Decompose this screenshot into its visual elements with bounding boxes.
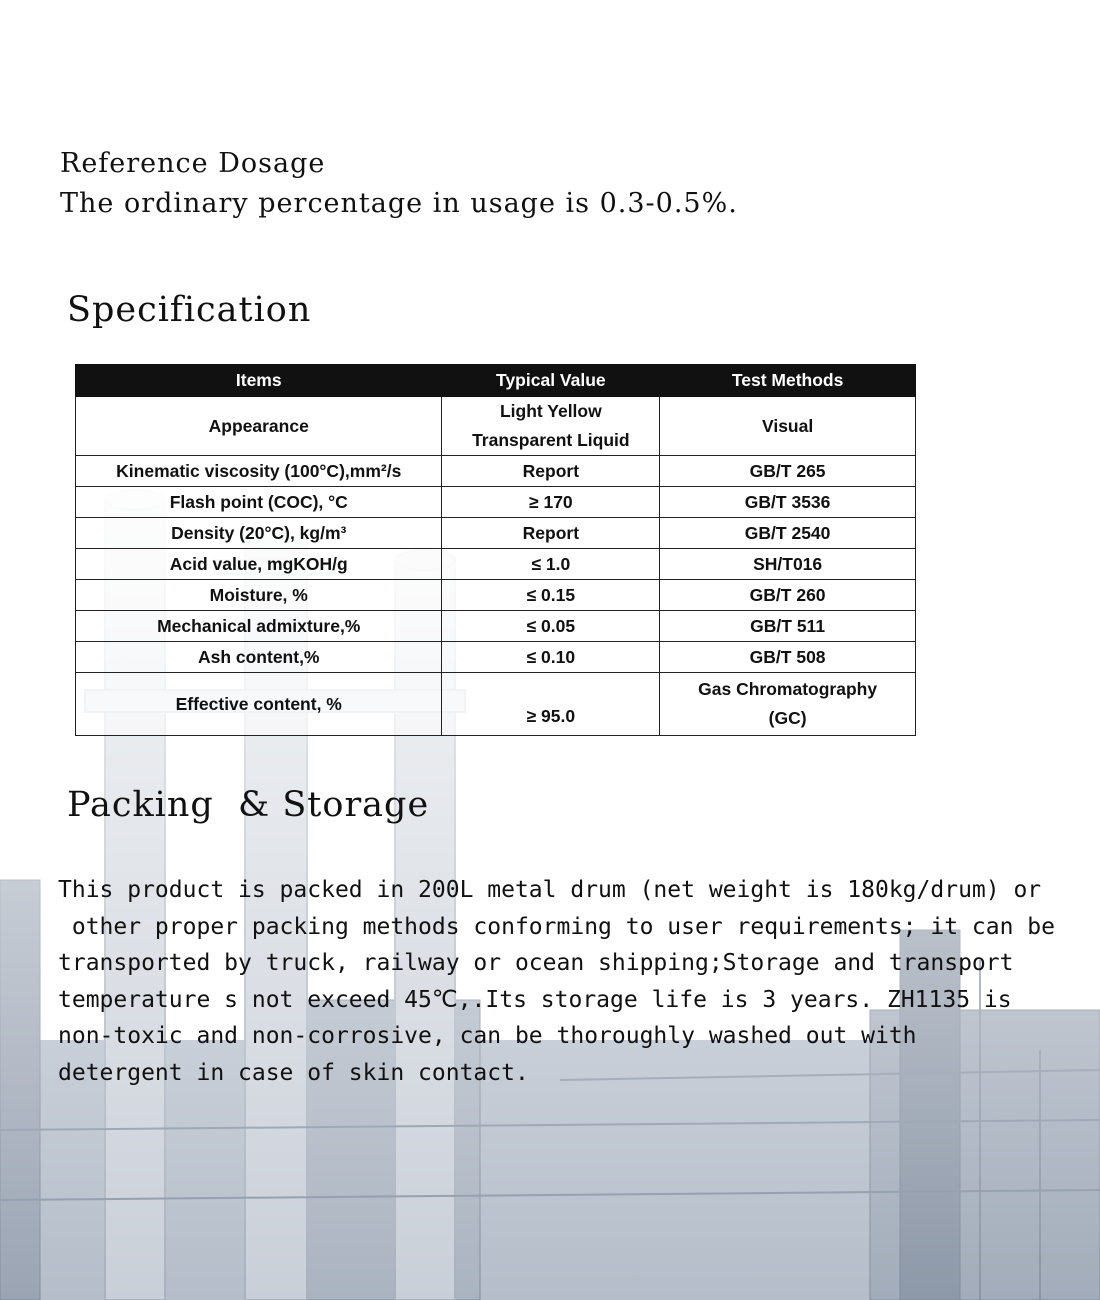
row-value: Report (442, 518, 660, 549)
packing-text-line: detergent in case of skin contact. (58, 1059, 529, 1086)
row-item: Mechanical admixture,% (76, 611, 442, 642)
header-typical-value: Typical Value (442, 365, 660, 397)
table-row (76, 487, 916, 518)
row-method: GB/T 508 (660, 642, 916, 673)
table-row (76, 580, 916, 611)
row-method-line: Gas Chromatography (698, 679, 878, 699)
row-value-line: Transparent Liquid (472, 430, 630, 450)
row-value: Report (442, 456, 660, 487)
row-method: GB/T 3536 (660, 487, 916, 518)
row-method: GB/T 265 (660, 456, 916, 487)
specification-title: Specification (67, 290, 312, 330)
row-item: Ash content,% (76, 642, 442, 673)
table-row (76, 518, 916, 549)
row-value: ≤ 1.0 (442, 549, 660, 580)
row-value: ≤ 0.10 (442, 642, 660, 673)
row-method-line: (GC) (768, 708, 807, 728)
row-item: Appearance (76, 397, 442, 456)
row-value-line: Light Yellow (499, 401, 602, 421)
row-method (660, 673, 916, 736)
specification-table (75, 364, 916, 736)
row-method: Visual (660, 397, 916, 456)
row-item: Kinematic viscosity (100°C),mm²/s (76, 456, 442, 487)
packing-storage-text (58, 872, 1068, 1091)
packing-text-line: This product is packed in 200L metal drum (net weight is 180kg/drum) or (58, 877, 1042, 903)
header-test-methods: Test Methods (660, 365, 916, 397)
row-value: ≤ 0.05 (442, 611, 660, 642)
packing-text-line: temperature s not exceed 45℃,.Its storage life is 3 years. ZH1135 is (58, 986, 1012, 1013)
packing-text-line: other proper packing methods conforming to user requirements; it can be (58, 913, 1055, 940)
row-item: Effective content, % (76, 673, 442, 736)
row-item: Moisture, % (76, 580, 442, 611)
row-method: GB/T 511 (660, 611, 916, 642)
table-row (76, 642, 916, 673)
row-item: Flash point (COC), °C (76, 487, 442, 518)
row-method: GB/T 2540 (660, 518, 916, 549)
row-value: ≥ 170 (442, 487, 660, 518)
packing-text-line: non-toxic and non-corrosive, can be thoroughly washed out with (58, 1023, 917, 1049)
row-value: ≥ 95.0 (442, 673, 660, 736)
header-items: Items (76, 365, 442, 397)
row-item: Density (20°C), kg/m³ (76, 518, 442, 549)
reference-dosage-title: Reference Dosage (60, 148, 326, 179)
table-row (76, 549, 916, 580)
table-row (76, 611, 916, 642)
packing-text-line: transported by truck, railway or ocean shipping;Storage and transport (58, 950, 1014, 976)
row-method: SH/T016 (660, 549, 916, 580)
table-row (76, 397, 916, 456)
table-row (76, 456, 916, 487)
table-header-row (76, 365, 916, 397)
row-item: Acid value, mgKOH/g (76, 549, 442, 580)
table-row (76, 673, 916, 736)
row-value: ≤ 0.15 (442, 580, 660, 611)
row-value (442, 397, 660, 456)
packing-storage-title: Packing & Storage (67, 785, 430, 825)
reference-dosage-text: The ordinary percentage in usage is 0.3-0.5%. (60, 188, 738, 219)
row-method: GB/T 260 (660, 580, 916, 611)
